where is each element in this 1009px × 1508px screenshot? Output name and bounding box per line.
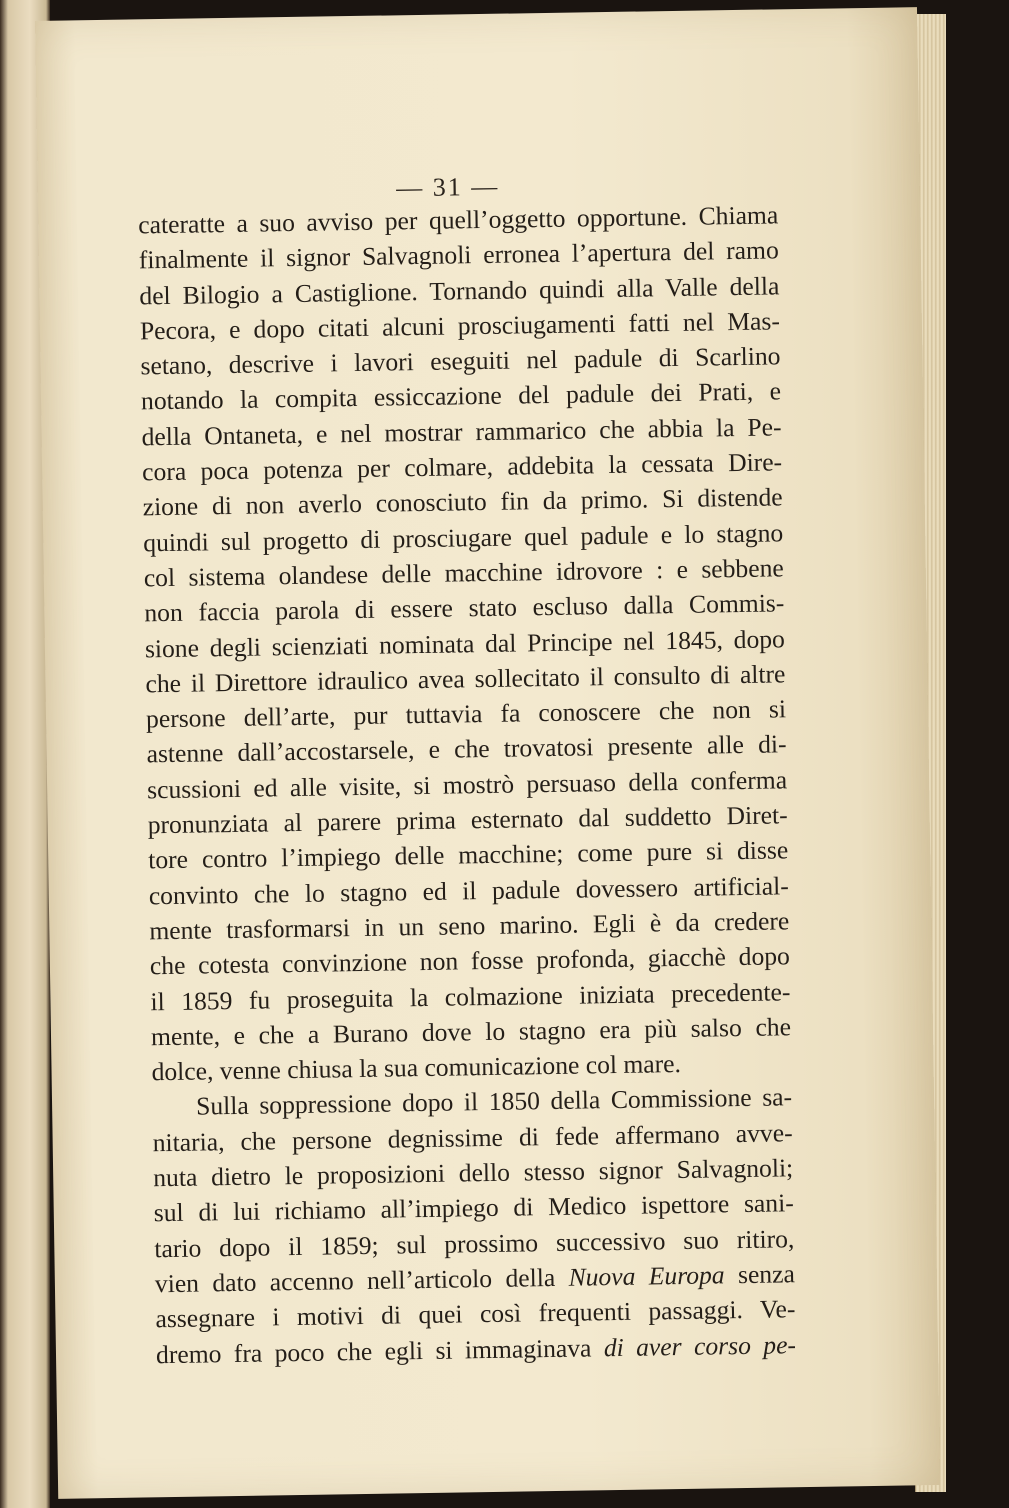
body-text	[138, 197, 796, 1372]
text-line: della Ontaneta, e nel mostrar rammarico che abbia la Pe-	[141, 412, 782, 452]
text-line: setano, descrive i lavori eseguiti nel padule di Scarlino	[140, 341, 781, 381]
text-line: mente, e che a Burano dove lo stagno era più salso che	[150, 1012, 792, 1052]
text-line: cora poca potenza per colmare, addebita la cessata Dire-	[141, 447, 783, 487]
text-line: persone dell’arte, pur tuttavia fa conoscere che non si	[145, 694, 787, 734]
book-page	[35, 7, 940, 1499]
text-line: tario dopo il 1859; sul prossimo successivo suo ritiro,	[154, 1223, 795, 1263]
text-segment: dremo fra poco che egli si immaginava	[155, 1332, 605, 1369]
text-line: assegnare i motivi di quei così frequenti passaggi. Ve-	[155, 1294, 796, 1334]
text-line: il 1859 fu proseguita la colmazione iniziata precedente-	[150, 976, 791, 1016]
text-segment: vien dato accenno nell’articolo della	[154, 1262, 569, 1299]
text-line: che il Direttore idraulico avea sollecitato il consulto di altre	[145, 659, 786, 699]
italic-phrase: di aver corso pe-	[603, 1329, 797, 1362]
text-line: nuta dietro le proposizioni dello stesso signor Salvagnoli;	[153, 1153, 794, 1193]
text-line: zione di non averlo conosciuto fin da primo. Si distende	[142, 482, 783, 522]
text-segment: senza	[724, 1259, 796, 1290]
text-line: nitaria, che persone degnissime di fede affermano avve-	[152, 1117, 793, 1158]
text-line: astenne dall’accostarsele, e che trovatosi presente alle di-	[146, 729, 787, 769]
page-number: — 31 —	[395, 171, 500, 203]
text-line: Sulla soppressione dopo il 1850 della Commissione sa-	[195, 1082, 793, 1122]
text-line: pronunziata al parere prima esternato dal suddetto Diret-	[147, 800, 788, 840]
text-line: quindi sul progetto di prosciugare quel padule e lo stagno	[143, 517, 784, 558]
text-line: tore contro l’impiego delle macchine; come pure si disse	[148, 835, 789, 875]
text-line: del Bilogio a Castiglione. Tornando quindi alla Valle della	[139, 270, 780, 310]
text-line: sione degli scienziati nominata dal Principe nel 1845, dopo	[144, 623, 786, 663]
italic-title: Nuova Europa	[568, 1260, 725, 1292]
text-line: cateratte a suo avviso per quell’oggetto opportune. Chiama	[138, 200, 779, 240]
text-line: mente trasformarsi in un seno marino. Egli è da credere	[149, 906, 790, 946]
text-line: scussioni ed alle visite, si mostrò persuaso della conferma	[146, 765, 788, 805]
text-line: non faccia parola di essere stato escluso dalla Commis-	[144, 588, 785, 628]
text-line: convinto che lo stagno ed il padule dovessero artificial-	[148, 870, 789, 910]
text-line: col sistema olandese delle macchine idrovore : e sebbene	[143, 553, 784, 593]
text-line: notando la compita essiccazione del padule dei Prati, e	[140, 376, 782, 416]
text-line: dolce, venne chiusa la sua comunicazione col mare.	[151, 1049, 682, 1087]
text-line: che cotesta convinzione non fosse profonda, giacchè dopo	[149, 941, 791, 981]
text-line: Pecora, e dopo citati alcuni prosciugamenti fatti nel Mas-	[139, 306, 781, 346]
text-line: finalmente il signor Salvagnoli erronea l’apertura del ramo	[138, 235, 779, 275]
text-line: sul di lui richiamo all’impiego di Medico ispettore sani-	[153, 1188, 794, 1228]
